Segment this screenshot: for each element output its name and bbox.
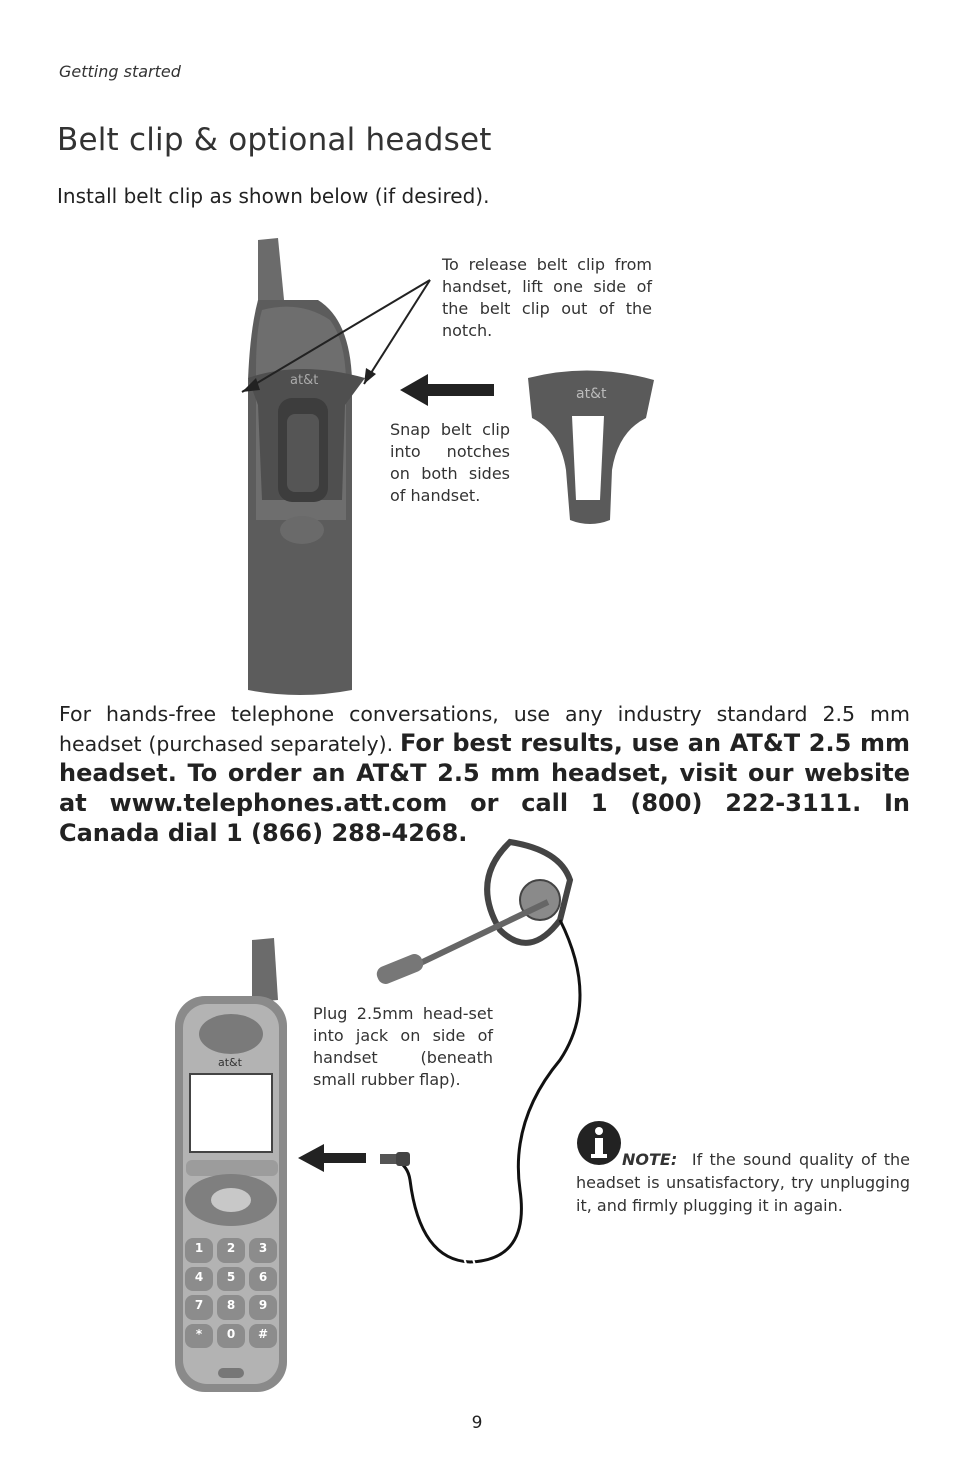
keypad-key: 9 — [249, 1295, 277, 1320]
handset-logo: at&t — [290, 373, 319, 388]
note-lead: NOTE: — [622, 1150, 678, 1169]
keypad-key: 1 — [185, 1238, 213, 1263]
keypad-key: 6 — [249, 1267, 277, 1292]
headset-info-bold: For best results, use an AT&T 2.5 mm headset. To order an AT&T 2.5 mm headset, visit our website at www.telephones.att.com or call 1 (800) 222-3111. In Canada dial 1 (866) 288-4268. — [59, 729, 910, 847]
keypad-key: 8 — [217, 1295, 245, 1320]
headset-info-normal: For hands-free telephone conversations, use any industry standard 2.5 mm headset (purchased separately). — [59, 702, 910, 756]
section-label: Getting started — [59, 62, 181, 81]
note-text: If the sound quality of the headset is unsatisfactory, try unplugging it, and firmly plugging it in again. — [576, 1150, 911, 1215]
snap-callout: Snap belt clip into notches on both sides of handset. — [390, 420, 510, 505]
intro-text: Install belt clip as shown below (if desired). — [57, 184, 490, 208]
handset-keypad — [185, 1238, 277, 1348]
keypad-key: 5 — [217, 1267, 245, 1292]
keypad-key: # — [249, 1324, 277, 1349]
handset-front-logo: at&t — [218, 1056, 242, 1069]
page-number: 9 — [471, 1413, 483, 1433]
clip-logo: at&t — [576, 386, 607, 402]
page-title: Belt clip & optional headset — [57, 122, 492, 158]
release-callout: To release belt clip from handset, lift one side of the belt clip out of the notch. — [442, 255, 652, 340]
note-block — [576, 1120, 910, 1217]
keypad-key: 3 — [249, 1238, 277, 1263]
keypad-key: 2 — [217, 1238, 245, 1263]
keypad-key: 0 — [217, 1324, 245, 1349]
keypad-key: 7 — [185, 1295, 213, 1320]
keypad-key: 4 — [185, 1267, 213, 1292]
plug-callout: Plug 2.5mm head-set into jack on side of handset (beneath small rubber flap). — [313, 1004, 493, 1089]
keypad-key: * — [185, 1324, 213, 1349]
